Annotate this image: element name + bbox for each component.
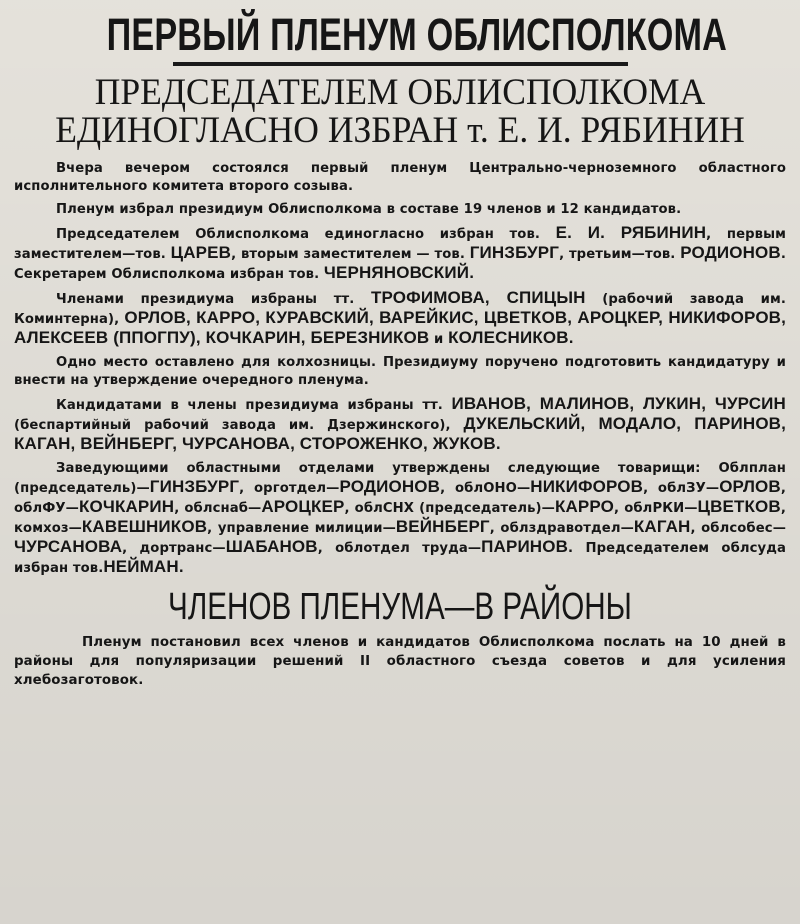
article-paragraph-3 [14,224,786,284]
subheadline-line-1: ПРЕДСЕДАТЕЛЕМ ОБЛИСПОЛКОМА [94,72,706,113]
paragraph-7-mid-10: , облздравотдел— [489,521,634,536]
article-paragraph-4 [14,289,786,349]
candidate-members-2: ДУКЕЛЬСКИЙ, МОДАЛО, ПАРИНОВ, КАГАН, ВЕЙНБЕРГ, ЧУРСАНОВА, СТОРОЖЕНКО, ЖУКОВ [14,414,786,453]
department-head-8: ЦВЕТКОВ [697,497,781,516]
main-headline: ПЕРВЫЙ ПЛЕНУМ ОБЛИСПОЛКОМА [106,9,728,60]
article-paragraph-1: Вчера вечером состоялся первый пленум Центрально-черноземного областного исполнительного комитета второго созыва. [14,161,786,194]
paragraph-7-lead: Заведующими областными отделами утверждены следующие товарищи: Облплан (председатель)— [14,461,786,496]
paragraph-6-end: . [495,438,501,453]
department-head-7: КАРРО [554,497,615,516]
paragraph-4-lead: Членами президиума избраны тт. [56,292,355,307]
headline-rule [173,62,628,66]
department-head-1: ГИНЗБУРГ [149,477,240,496]
paragraph-6-mid-1: (беспартийный рабочий завода им. Дзержинского), [14,418,451,433]
paragraph-7-mid-6: , облСНХ (председатель)— [344,501,555,516]
presidium-members-2: ОРЛОВ, КАРРО, КУРАВСКИЙ, ВАРЕЙКИС, ЦВЕТКОВ, АРОЦКЕР, НИКИФОРОВ, АЛЕКСЕЕВ (ППОГПУ), КОЧКАРИН, БЕРЕЗНИКОВ [14,308,786,347]
name-ryabinin: Е. И. РЯБИНИН [555,223,707,242]
department-head-3: НИКИФОРОВ [530,477,644,496]
department-head-9: КАВЕШНИКОВ [81,517,208,536]
department-head-6: АРОЦКЕР [261,497,345,516]
department-head-4: ОРЛОВ [719,477,781,496]
paragraph-7-mid-9: , управление милиции— [207,521,396,536]
paragraph-7-mid-14: . Председателем облсуда избран тов. [14,541,786,576]
department-head-12: ЧУРСАНОВА [14,537,123,556]
paragraph-3-end: . [469,267,475,282]
article-body [14,160,786,578]
candidate-members-1: ИВАНОВ, МАЛИНОВ, ЛУКИН, ЧУРСИН [451,394,786,413]
paragraph-7-mid-1: , орготдел— [239,481,340,496]
article-paragraph-5: Одно место оставлено для колхозницы. Президиуму поручено подготовить кандидатуру и внести на утверждение очередного пленума. [14,355,786,388]
paragraph-4-mid-1: (рабочий завода им. Коминтерна), [14,292,786,327]
paragraph-4-mid-2: и [434,332,444,347]
paragraph-3-mid-2: , вторым заместителем — тов. [231,247,465,262]
bottom-paragraph: Пленум постановил всех членов и кандидатов Облисполкома послать на 10 дней в районы для популяризации решений II областного съезда советов и для усиления хлебозаготовок. [14,635,786,688]
paragraph-7-mid-8: , комхоз— [14,501,786,536]
department-head-2: РОДИОНОВ [339,477,441,496]
name-tsarev: ЦАРЕВ [170,243,232,262]
name-chernyanovsky: ЧЕРНЯНОВСКИЙ [323,263,470,282]
paragraph-7-mid-7: , облРКИ— [614,501,698,516]
paragraph-7-mid-12: , дортранс— [122,541,226,556]
paragraph-7-mid-4: , облФУ— [14,481,786,516]
department-head-14: ПАРИНОВ [481,537,569,556]
name-rodionov: РОДИОНОВ [680,243,781,262]
paragraph-7-mid-2: , облОНО— [440,481,531,496]
court-chair-name: НЕЙМАН [103,557,179,576]
paragraph-3-mid-4: . Секретарем Облисполкома избран тов. [14,247,786,282]
department-head-5: КОЧКАРИН [78,497,175,516]
presidium-members-3: КОЛЕСНИКОВ [448,328,569,347]
paragraph-6-lead: Кандидатами в члены президиума избраны тт. [56,398,443,413]
paragraph-3-lead: Председателем Облисполкома единогласно избран тов. [56,227,541,242]
presidium-members-1: ТРОФИМОВА, СПИЦЫН [371,288,586,307]
name-ginzburg: ГИНЗБУРГ [469,243,560,262]
paragraph-3-mid-3: , третьим—тов. [559,247,676,262]
section-headline-districts: ЧЛЕНОВ ПЛЕНУМА—В РАЙОНЫ [168,586,632,628]
paragraph-4-end: . [568,332,574,347]
paragraph-7-end: . [178,561,184,576]
department-head-11: КАГАН [633,517,691,536]
paragraph-7-mid-5: , облснаб— [174,501,262,516]
article-paragraph-2: Пленум избрал президиум Облисполкома в составе 19 членов и 12 кандидатов. [56,202,682,217]
department-head-13: ШАБАНОВ [225,537,318,556]
paragraph-3-mid-1: , первым заместителем—тов. [14,227,786,262]
subheadline-line-2: ЕДИНОГЛАСНО ИЗБРАН т. Е. И. РЯБИНИН [55,110,745,151]
department-head-10: ВЕЙНБЕРГ [395,517,490,536]
paragraph-7-mid-13: , облотдел труда— [317,541,482,556]
article-paragraph-6 [14,395,786,455]
paragraph-7-mid-11: , облсобес— [690,521,786,536]
paragraph-7-mid-3: , облЗУ— [643,481,720,496]
article-paragraph-7 [14,460,786,578]
